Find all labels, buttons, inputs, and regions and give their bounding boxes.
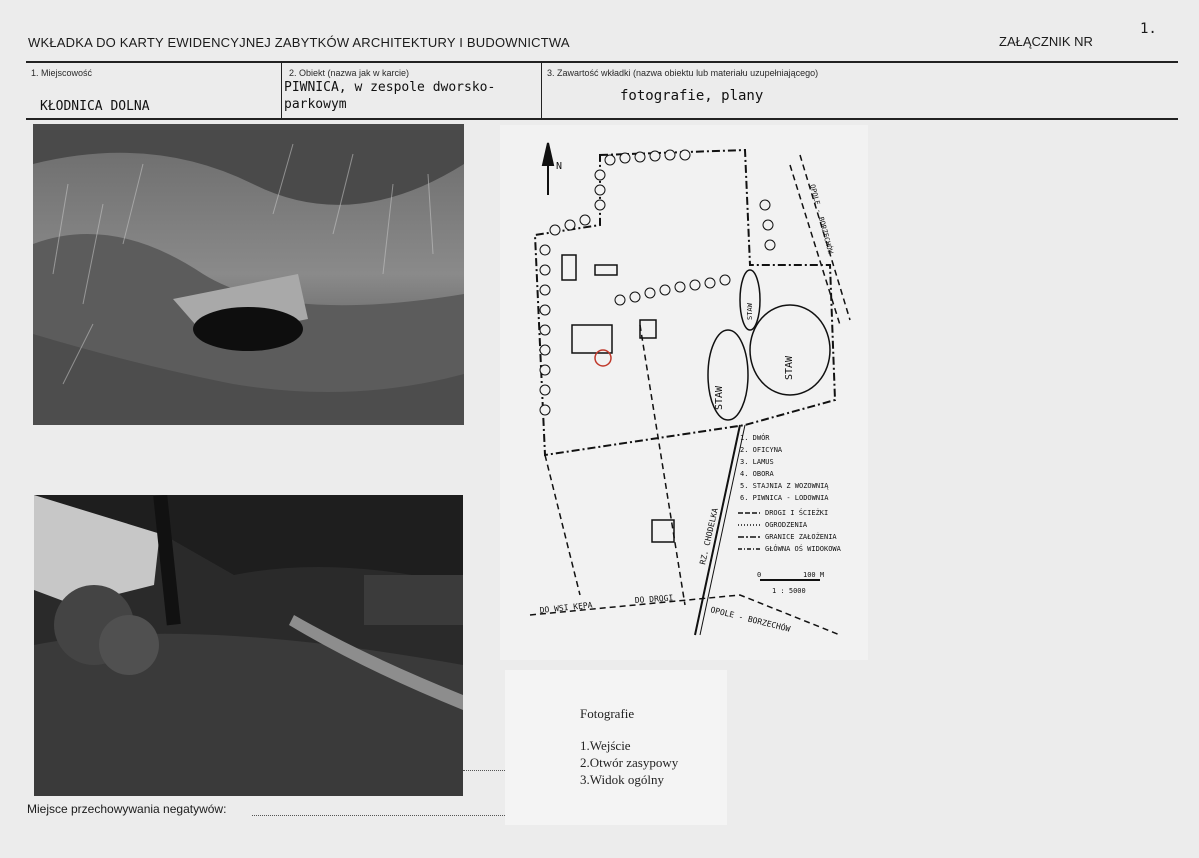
object-label: 2. Obiekt (nazwa jak w karcie) bbox=[289, 68, 410, 78]
locality-value: KŁODNICA DOLNA bbox=[40, 99, 150, 114]
contents-label: 3. Zawartość wkładki (nazwa obiektu lub materiału uzupełniającego) bbox=[547, 68, 819, 78]
field-divider-1 bbox=[281, 63, 282, 118]
annex-label: ZAŁĄCZNIK NR bbox=[999, 34, 1093, 49]
legend-item-9: GRANICE ZAŁOŻENIA bbox=[765, 533, 837, 541]
photo-entrance-image bbox=[33, 124, 464, 425]
locality-label: 1. Miejscowość bbox=[31, 68, 93, 78]
caption-item-2: 2.Otwór zasypowy bbox=[580, 755, 679, 770]
site-plan-drawing bbox=[500, 125, 868, 660]
pond-label-1: STAW bbox=[714, 385, 725, 410]
field-divider-2 bbox=[541, 63, 542, 118]
legend-item-4: 4. OBORA bbox=[740, 470, 774, 478]
object-value-line2: parkowym bbox=[284, 97, 347, 112]
legend-item-3: 3. LAMUS bbox=[740, 458, 774, 466]
road-bottom-label: OPOLE - BORZECHÓW bbox=[709, 605, 792, 634]
legend-item-1: 1. DWÓR bbox=[740, 434, 770, 442]
object-value-line1: PIWNICA, w zespole dworsko- bbox=[284, 80, 496, 95]
scale-zero: 0 bbox=[757, 571, 762, 579]
caption-item-1: 1.Wejście bbox=[580, 738, 631, 753]
captions-heading: Fotografie bbox=[580, 706, 635, 721]
pond-label-3: STAW bbox=[746, 303, 754, 320]
legend bbox=[740, 433, 842, 553]
legend-item-6: 6. PIWNICA - LODOWNIA bbox=[740, 494, 829, 502]
negatives-label: Miejsce przechowywania negatywów: bbox=[27, 802, 227, 816]
legend-item-2: 2. OFICYNA bbox=[740, 446, 783, 454]
legend-item-10: GŁÓWNA OŚ WIDOKOWA bbox=[765, 545, 841, 553]
legend-item-8: OGRODZENIA bbox=[765, 521, 808, 529]
site-plan bbox=[500, 125, 868, 660]
north-label: N bbox=[556, 161, 563, 172]
river-label: RZ. CHODELKA bbox=[698, 507, 720, 566]
header-bottom-rule bbox=[26, 118, 1178, 120]
form-title: WKŁADKA DO KARTY EWIDENCYJNEJ ZABYTKÓW ARCHITEKTURY I BUDOWNICTWA bbox=[28, 35, 570, 50]
pond-label-2: STAW bbox=[784, 355, 795, 380]
caption-item-3: 3.Widok ogólny bbox=[580, 772, 664, 787]
photo-general-view-image bbox=[34, 495, 463, 796]
negatives-line bbox=[252, 815, 505, 816]
photo-entrance bbox=[33, 124, 464, 425]
scale-ratio: 1 : 5000 bbox=[772, 587, 806, 595]
scale-max: 100 M bbox=[803, 571, 825, 579]
header-top-rule bbox=[26, 61, 1178, 63]
photo-general-view bbox=[34, 495, 463, 796]
photo-description-line bbox=[463, 770, 505, 771]
legend-item-5: 5. STAJNIA Z WOZOWNIĄ bbox=[740, 482, 829, 490]
road-left-label: DO WSI KĘPA bbox=[539, 600, 593, 615]
road-right-label: OPOLE - BORZECHÓW bbox=[808, 183, 835, 255]
legend-item-7: DROGI I ŚCIEŻKI bbox=[765, 509, 829, 517]
contents-value: fotografie, plany bbox=[620, 88, 764, 104]
annex-number: 1. bbox=[1140, 21, 1157, 37]
road-mid-label: DO DROGI bbox=[634, 593, 674, 605]
